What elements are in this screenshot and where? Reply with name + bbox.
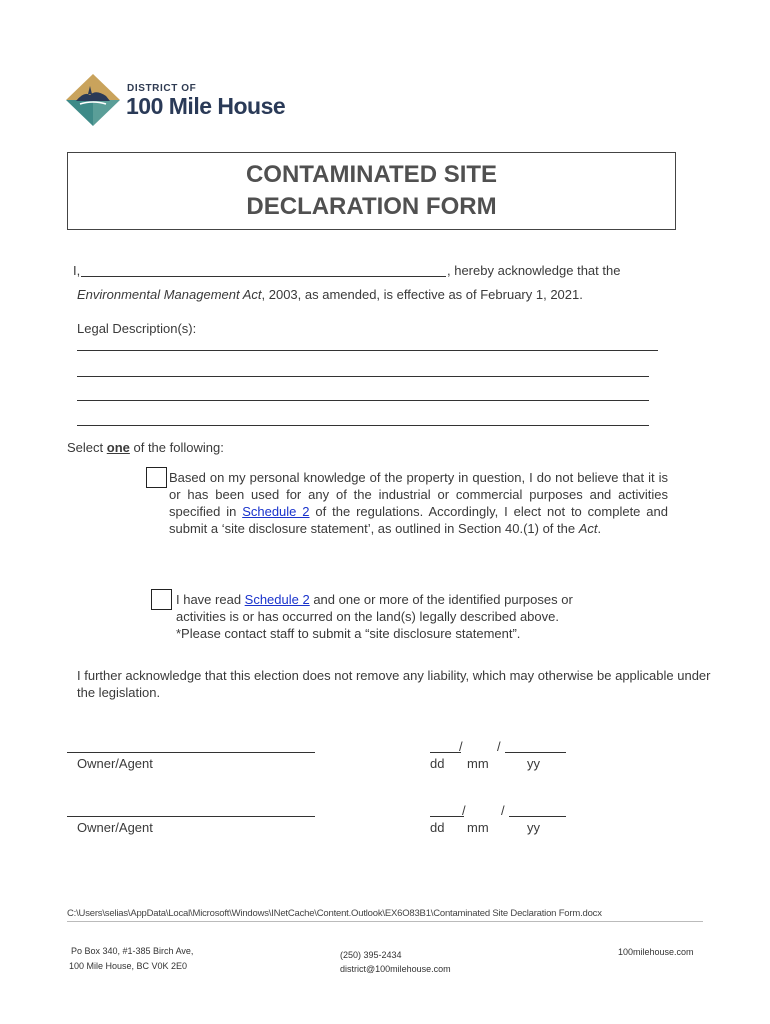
option-2-checkbox[interactable] bbox=[151, 589, 172, 610]
select-emph: one bbox=[106, 440, 130, 455]
option-2-text-a: I have read bbox=[176, 592, 245, 607]
date-1-sep-a: / bbox=[459, 739, 463, 754]
form-title-line-1: CONTAMINATED SITE bbox=[245, 161, 498, 188]
date-2-sep-b: / bbox=[501, 803, 505, 818]
owner-agent-label-1: Owner/Agent bbox=[77, 756, 153, 771]
legal-description-label: Legal Description(s): bbox=[77, 321, 197, 336]
form-title-box bbox=[67, 152, 676, 230]
select-prefix: Select bbox=[67, 440, 107, 455]
intro-act-sentence bbox=[77, 287, 583, 302]
footer-address-line-1: Po Box 340, #1-385 Birch Ave, bbox=[71, 946, 194, 956]
date-2-mm-label: mm bbox=[467, 820, 489, 835]
date-2-dd-line[interactable] bbox=[430, 816, 464, 817]
legal-description-line-4[interactable] bbox=[77, 425, 649, 426]
date-1-sep-b: / bbox=[497, 739, 501, 754]
option-1-text bbox=[169, 469, 668, 537]
option-1-checkbox[interactable] bbox=[146, 467, 167, 488]
owner-agent-label-2: Owner/Agent bbox=[77, 820, 153, 835]
date-2-dd-label: dd bbox=[430, 820, 445, 835]
signature-line-2[interactable] bbox=[67, 816, 315, 817]
option-2-text bbox=[176, 591, 621, 642]
footer-website[interactable]: 100milehouse.com bbox=[618, 947, 694, 957]
legal-description-line-1[interactable] bbox=[77, 350, 658, 351]
liability-acknowledgement: I further acknowledge that this election does not remove any liability, which may otherwise be applicable under the legislation. bbox=[77, 668, 711, 700]
logo-name: 100 Mile House bbox=[126, 93, 286, 119]
legal-description-line-3[interactable] bbox=[77, 400, 649, 401]
legal-description-line-2[interactable] bbox=[77, 376, 649, 377]
date-1-mm-label: mm bbox=[467, 756, 489, 771]
option-2-schedule-2-link[interactable]: Schedule 2 bbox=[244, 592, 310, 607]
option-1-act: Act bbox=[578, 521, 598, 536]
intro-i-label: I, bbox=[73, 263, 81, 278]
date-1-yy-line[interactable] bbox=[505, 752, 566, 753]
date-1-yy-label: yy bbox=[527, 756, 540, 771]
date-2-yy-label: yy bbox=[527, 820, 540, 835]
form-title-line-2: DECLARATION FORM bbox=[246, 193, 497, 220]
logo-district-of: DISTRICT OF bbox=[127, 83, 197, 94]
name-input-line[interactable] bbox=[81, 276, 446, 277]
signature-line-1[interactable] bbox=[67, 752, 315, 753]
intro-acknowledge-text: , hereby acknowledge that the bbox=[447, 263, 621, 278]
option-1-text-b: of the regulations. Accordingly, I elect not to complete and submit a ‘site disclosure statement’, as outlined in Section 40.(1) of the bbox=[169, 504, 668, 536]
option-1-text-a: Based on my personal knowledge of the property in question, I do not believe that it is or has been used for any of the industrial or commercial purposes and activities specified in bbox=[169, 470, 668, 519]
footer-address-line-2: 100 Mile House, BC V0K 2E0 bbox=[69, 961, 188, 971]
document-file-path: C:\Users\selias\AppData\Local\Microsoft\Windows\INetCache\Content.Outlook\EX6O83B1\Contaminated Site Declaration Form.docx bbox=[67, 908, 602, 919]
footer-email[interactable]: district@100milehouse.com bbox=[340, 964, 451, 974]
date-2-yy-line[interactable] bbox=[509, 816, 566, 817]
option-1-schedule-2-link[interactable]: Schedule 2 bbox=[242, 504, 310, 519]
select-suffix: of the following: bbox=[129, 440, 224, 455]
footer-divider bbox=[67, 921, 703, 922]
option-1-text-c: . bbox=[597, 521, 602, 536]
date-2-sep-a: / bbox=[462, 803, 466, 818]
option-2-text-b: and one or more of the identified purposes or activities is or has occurred on the land(s) legally described above. bbox=[176, 592, 573, 624]
select-instruction bbox=[67, 440, 224, 455]
district-logo-icon bbox=[66, 74, 120, 128]
footer-phone: (250) 395-2434 bbox=[340, 950, 402, 960]
act-rest: , 2003, as amended, is effective as of February 1, 2021. bbox=[261, 287, 583, 302]
option-2-note: *Please contact staff to submit a “site disclosure statement”. bbox=[176, 626, 521, 641]
act-name: Environmental Management Act bbox=[77, 287, 262, 302]
date-1-dd-line[interactable] bbox=[430, 752, 461, 753]
date-1-dd-label: dd bbox=[430, 756, 445, 771]
